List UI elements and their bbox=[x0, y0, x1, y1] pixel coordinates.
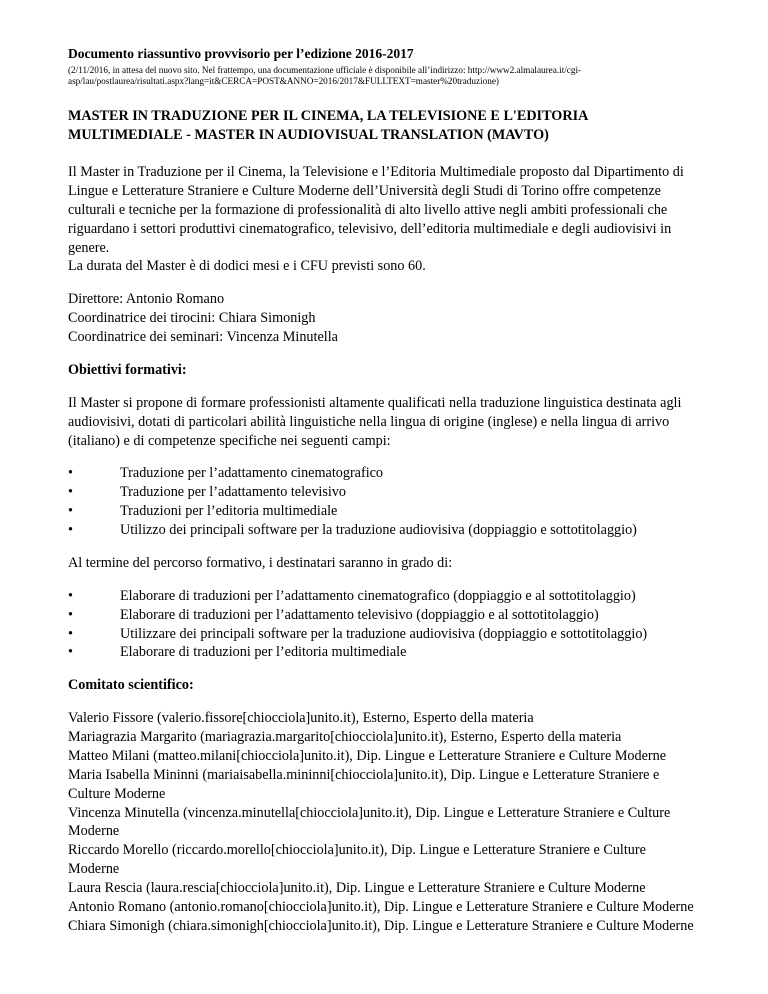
staff-item-seminar-coordinator: Coordinatrice dei seminari: Vincenza Minutella bbox=[68, 329, 338, 346]
bullet-icon: • bbox=[68, 465, 73, 482]
staff-list bbox=[68, 290, 700, 347]
list-item-label: Utilizzo dei principali software per la traduzione audiovisiva (doppiaggio e sottotitolaggio) bbox=[120, 522, 637, 539]
list-item-label: Elaborare di traduzioni per l’adattamento televisivo (doppiaggio e al sottotitolaggio) bbox=[120, 606, 599, 623]
list-item bbox=[68, 643, 700, 662]
list-item bbox=[68, 521, 700, 540]
list-item: Antonio Romano (antonio.romano[chiocciola]unito.it), Dip. Lingue e Letterature Straniere e Culture Moderne bbox=[68, 898, 694, 915]
list-item-label: Elaborare di traduzioni per l’adattamento cinematografico (doppiaggio e al sottotitolaggio) bbox=[120, 587, 636, 604]
list-item-label: Traduzione per l’adattamento cinematografico bbox=[120, 465, 384, 482]
list-item-label: Elaborare di traduzioni per l’editoria multimediale bbox=[120, 644, 407, 661]
list-item bbox=[68, 483, 700, 502]
outcomes-bullet-list bbox=[68, 587, 700, 663]
list-item bbox=[68, 464, 700, 483]
objectives-heading: Obiettivi formativi: bbox=[68, 361, 187, 378]
document-subnote: (2/11/2016, in attesa del nuovo sito. Nel frattempo, una documentazione ufficiale è disponibile all’indirizzo: http://www2.almalaurea.it/cgi-asp/lau/postlaurea/risultati.aspx?lang=it&CERCA=POST&ANNO=2016/2017&FULLTEXT=master%20traduzione) bbox=[68, 64, 582, 87]
list-item bbox=[68, 502, 700, 521]
list-item: Mariagrazia Margarito (mariagrazia.margarito[chiocciola]unito.it), Esterno, Esperto della materia bbox=[68, 729, 622, 746]
objectives-intro: Il Master si propone di formare professionisti altamente qualificati nella traduzione linguistica destinata agli audiovisivi, dotati di particolari abilità linguistiche nella lingua di origine (inglese) e nella lingua di arrivo (italiano) e di competenze specifiche nei seguenti campi: bbox=[68, 394, 682, 449]
list-item bbox=[68, 587, 700, 606]
list-item: Riccardo Morello (riccardo.morello[chiocciola]unito.it), Dip. Lingue e Letterature Straniere e Culture Moderne bbox=[68, 842, 646, 878]
bullet-icon: • bbox=[68, 484, 73, 501]
document-title: Documento riassuntivo provvisorio per l’edizione 2016-2017 bbox=[68, 46, 414, 61]
list-item bbox=[68, 606, 700, 625]
committee-member-list bbox=[68, 709, 700, 936]
bullet-icon: • bbox=[68, 625, 73, 642]
staff-item-internship-coordinator: Coordinatrice dei tirocini: Chiara Simonigh bbox=[68, 310, 316, 327]
committee-heading: Comitato scientifico: bbox=[68, 677, 194, 694]
outcomes-intro: Al termine del percorso formativo, i destinatari saranno in grado di: bbox=[68, 554, 453, 571]
bullet-icon: • bbox=[68, 587, 73, 604]
list-item: Chiara Simonigh (chiara.simonigh[chiocciola]unito.it), Dip. Lingue e Letterature Straniere e Culture Moderne bbox=[68, 917, 694, 934]
bullet-icon: • bbox=[68, 644, 73, 661]
list-item-label: Traduzione per l’adattamento televisivo bbox=[120, 484, 347, 501]
list-item-label: Utilizzare dei principali software per la traduzione audiovisiva (doppiaggio e sottotitolaggio) bbox=[120, 625, 648, 642]
spacer bbox=[68, 347, 700, 361]
list-item: Vincenza Minutella (vincenza.minutella[chiocciola]unito.it), Dip. Lingue e Letterature Straniere e Culture Moderne bbox=[68, 804, 671, 840]
list-item: Laura Rescia (laura.rescia[chiocciola]unito.it), Dip. Lingue e Letterature Straniere e Culture Moderne bbox=[68, 880, 646, 897]
list-item: Valerio Fissore (valerio.fissore[chiocciola]unito.it), Esterno, Esperto della materia bbox=[68, 710, 534, 727]
bullet-icon: • bbox=[68, 606, 73, 623]
intro-paragraph: Il Master in Traduzione per il Cinema, la Televisione e l’Editoria Multimediale proposto dal Dipartimento di Lingue e Letterature Straniere e Culture Moderne dell’Università degli Studi di Torino offre competenze culturali e tecniche per la formazione di professionalità di alto livello attive negli ambiti professionali che riguardano i settori produttivi cinematografico, televisivo, dell’editoria multimediale e degli audiovisivi in genere. bbox=[68, 164, 684, 256]
duration-line: La durata del Master è di dodici mesi e i CFU previsti sono 60. bbox=[68, 258, 426, 275]
staff-item-director: Direttore: Antonio Romano bbox=[68, 291, 225, 308]
list-item-label: Traduzioni per l’editoria multimediale bbox=[120, 503, 338, 520]
objectives-bullet-list bbox=[68, 464, 700, 540]
list-item bbox=[68, 625, 700, 644]
list-item: Maria Isabella Mininni (mariaisabella.mininni[chiocciola]unito.it), Dip. Lingue e Letterature Straniere e Culture Moderne bbox=[68, 766, 660, 802]
bullet-icon: • bbox=[68, 522, 73, 539]
master-program-heading: MASTER IN TRADUZIONE PER IL CINEMA, LA TELEVISIONE E L'EDITORIA MULTIMEDIALE - MASTER IN AUDIOVISUAL TRANSLATION (MAVTO) bbox=[68, 108, 588, 144]
bullet-icon: • bbox=[68, 503, 73, 520]
list-item: Matteo Milani (matteo.milani[chiocciola]unito.it), Dip. Lingue e Letterature Straniere e Culture Moderne bbox=[68, 747, 667, 764]
